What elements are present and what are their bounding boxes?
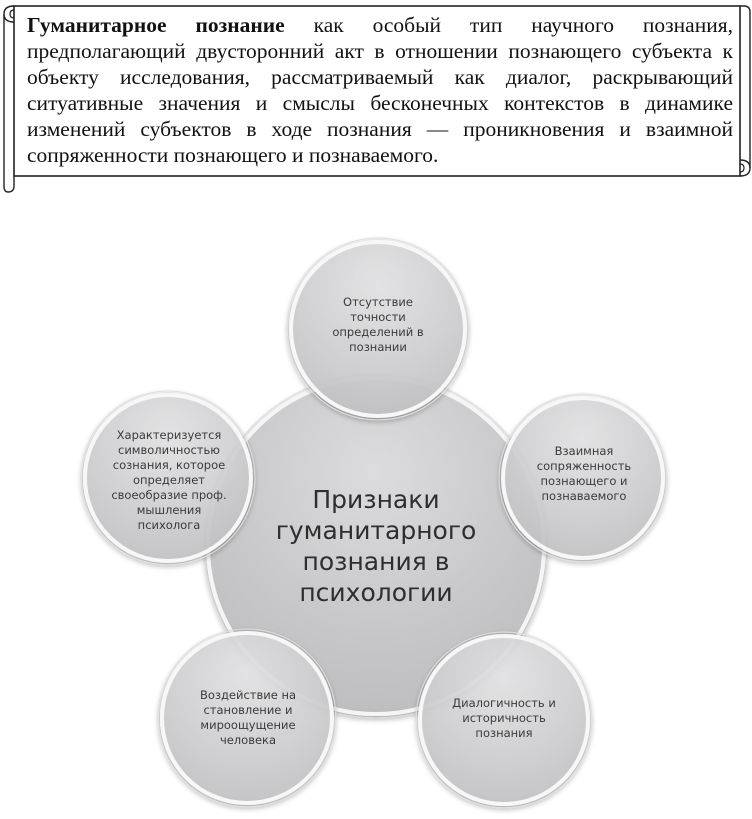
node-label-left: Характеризуется символичностью сознания, которое определяет своеобразие проф. мышления психолога bbox=[111, 427, 227, 532]
node-label-top: Отсутствие точности определений в познании bbox=[332, 295, 424, 354]
definition-text bbox=[27, 12, 733, 168]
definition-term: Гуманитарное познание bbox=[27, 13, 285, 37]
center-label: Признаки гуманитарного познания в психологии bbox=[275, 485, 477, 607]
node-label-right: Взаимная сопряженность познающего и познаваемого bbox=[536, 444, 632, 503]
definition-scroll bbox=[0, 0, 752, 200]
definition-body: как особый тип научного познания, предполагающий двусторонний акт в отношении познающего субъекта к объекту исследования, рассматриваемый как диалог, раскрывающий ситуативные значения и смыслы бесконечных контекстов в динамике изменений субъектов в ходе познания — проникновения и взаимной сопряженности познающего и познаваемого. bbox=[27, 13, 733, 167]
node-label-bottom-left: Воздействие на становление и мироощущение человека bbox=[199, 688, 297, 747]
node-label-bottom-right: Диалогичность и историчность познания bbox=[452, 695, 556, 740]
radial-diagram bbox=[0, 200, 752, 814]
